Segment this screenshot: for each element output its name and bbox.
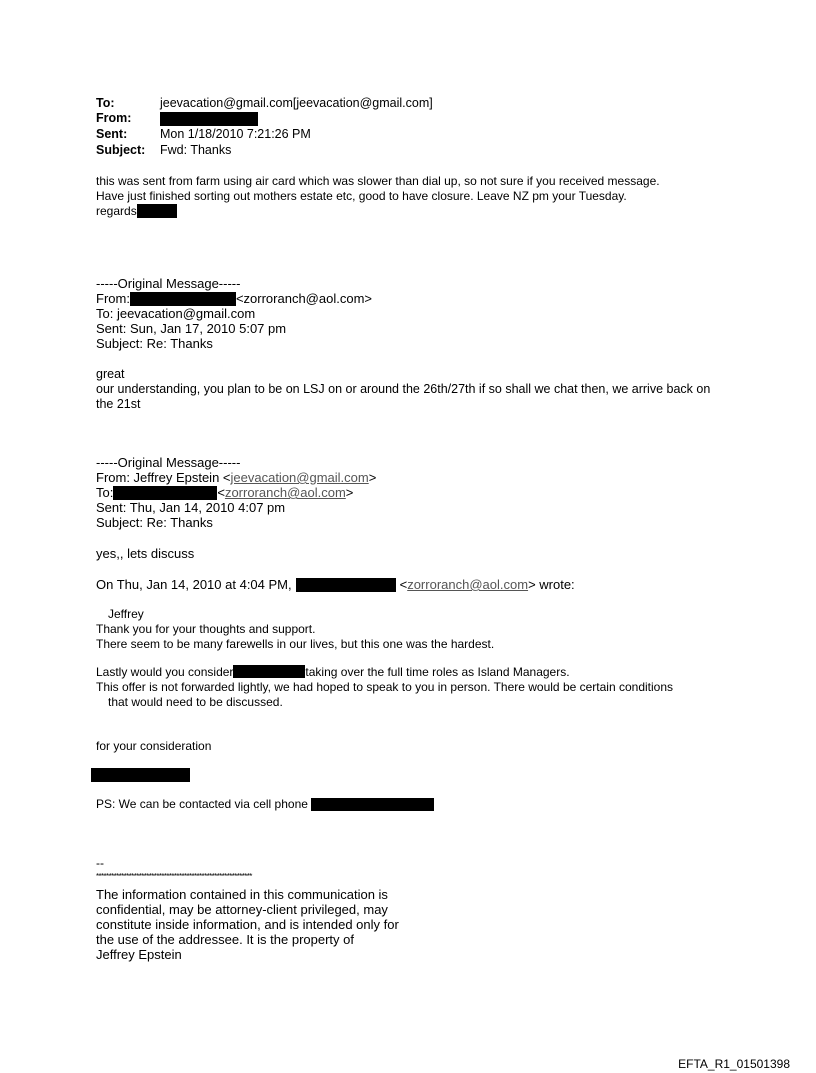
quoted-ps [96, 797, 434, 812]
orig2-from [96, 470, 376, 486]
orig1-from-email: <zorroranch@aol.com> [235, 291, 372, 306]
body1-line2: Have just finished sorting out mothers estate etc, good to have closure. Leave NZ pm your Tuesday. [96, 189, 627, 203]
orig1-divider: -----Original Message----- [96, 276, 241, 291]
to-label: To: [96, 96, 115, 110]
quoted-ps-text: PS: We can be contacted via cell phone [96, 797, 308, 811]
from-redaction [160, 112, 258, 126]
regards-redaction [137, 204, 177, 218]
orig1-body-line3: the 21st [96, 397, 141, 411]
orig1-from-label: From: [96, 291, 130, 306]
orig2-divider: -----Original Message----- [96, 455, 241, 470]
orig1-body-line1: great [96, 367, 125, 381]
quote-link[interactable]: zorroranch@aol.com [407, 577, 529, 592]
regards-text: regards [96, 204, 137, 218]
body1-regards [96, 204, 177, 219]
to-value: jeevacation@gmail.com[jeevacation@gmail.com] [160, 96, 433, 110]
quoted-line3-suffix: taking over the full time roles as Island Managers. [305, 665, 570, 679]
phone-redaction [311, 798, 434, 811]
quoted-line2: There seem to be many farewells in our lives, but this one was the hardest. [96, 637, 495, 651]
orig2-reply: yes,, lets discuss [96, 546, 195, 561]
quoted-line3-redaction [233, 665, 305, 678]
orig1-from-redaction [130, 292, 236, 306]
sent-label: Sent: [96, 127, 128, 141]
body1-line1: this was sent from farm using air card which was slower than dial up, so not sure if you received message. [96, 174, 660, 188]
orig2-from-prefix: From: Jeffrey Epstein < [96, 470, 231, 485]
orig1-body-line2: our understanding, you plan to be on LSJ on or around the 26th/27th if so shall we chat then, we arrive back on [96, 382, 711, 396]
disclaimer-line1: The information contained in this communication is [96, 887, 388, 902]
disclaimer-line5: Jeffrey Epstein [96, 947, 182, 962]
orig2-to-prefix: < [217, 485, 225, 500]
orig2-to-link[interactable]: zorroranch@aol.com [224, 485, 346, 500]
orig2-to [96, 485, 353, 501]
subject-value: Fwd: Thanks [160, 143, 232, 157]
from-label: From: [96, 111, 132, 125]
orig2-to-redaction [113, 486, 217, 500]
orig2-quote-header [96, 577, 575, 593]
orig2-to-label: To: [96, 485, 114, 500]
orig2-sent: Sent: Thu, Jan 14, 2010 4:07 pm [96, 500, 286, 515]
footer-dashes: -- [96, 856, 104, 870]
quoted-line1: Thank you for your thoughts and support. [96, 622, 316, 636]
orig2-from-suffix: > [368, 470, 377, 485]
orig2-from-link[interactable]: jeevacation@gmail.com [230, 470, 369, 485]
quote-redaction [296, 578, 396, 592]
signature-redaction [91, 768, 190, 782]
subject-label: Subject: [96, 143, 146, 157]
orig1-subject: Subject: Re: Thanks [96, 336, 213, 351]
quote-suffix: > wrote: [528, 577, 575, 592]
quoted-line3-prefix: Lastly would you consider [96, 665, 234, 679]
quoted-line3 [96, 665, 570, 680]
quoted-line4: This offer is not forwarded lightly, we had hoped to speak to you in person. There would be certain conditions [96, 680, 674, 694]
disclaimer-line2: confidential, may be attorney-client privileged, may [96, 902, 388, 917]
orig2-subject: Subject: Re: Thanks [96, 515, 213, 530]
sent-value: Mon 1/18/2010 7:21:26 PM [160, 127, 311, 141]
quoted-line5: that would need to be discussed. [108, 695, 283, 709]
footer-stars: ************************************************************** [96, 872, 252, 881]
bates-number: EFTA_R1_01501398 [678, 1057, 790, 1071]
quote-lt: < [399, 577, 408, 592]
orig1-sent: Sent: Sun, Jan 17, 2010 5:07 pm [96, 321, 287, 336]
orig2-to-suffix: > [345, 485, 354, 500]
quoted-salutation: Jeffrey [108, 607, 144, 621]
quoted-consideration: for your consideration [96, 739, 212, 753]
quote-prefix: On Thu, Jan 14, 2010 at 4:04 PM, [96, 577, 292, 592]
disclaimer-line3: constitute inside information, and is intended only for [96, 917, 399, 932]
orig1-from [96, 291, 372, 307]
disclaimer-line4: the use of the addressee. It is the property of [96, 932, 354, 947]
orig1-to: To: jeevacation@gmail.com [96, 306, 256, 321]
